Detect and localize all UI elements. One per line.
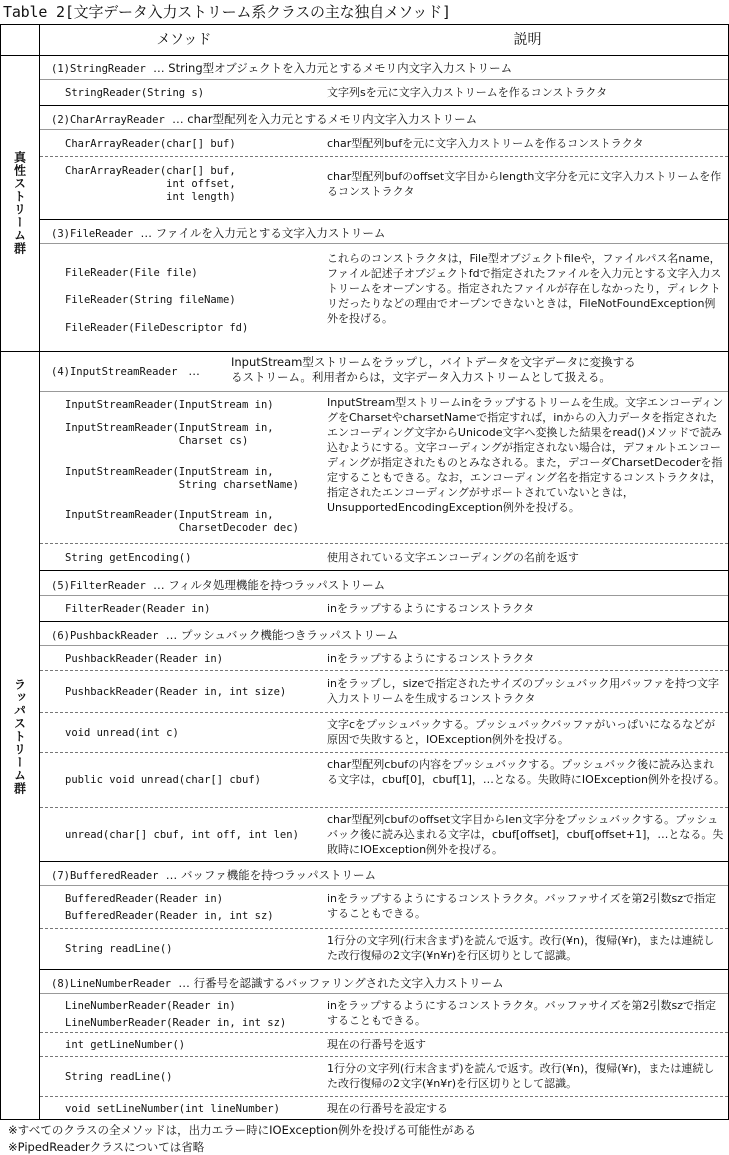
section-text: String型オブジェクトを入力元とするメモリ内文字入力ストリーム [168, 61, 513, 75]
header-description: 説明 [513, 32, 542, 48]
method-table [0, 24, 729, 1120]
method-description: char型配列cbufのoffset文字目からlen文字分をプッシュバックする。プッシュバック後に読み込まれる文字は，cbuf[offset]，cbuf[offset+1]，…となる。失敗時にIOException例外を投げる。 [327, 813, 724, 856]
method-description: 現在の行番号を設定する [327, 1102, 448, 1115]
table-row [40, 752, 728, 808]
section-linenumber-reader [40, 969, 728, 994]
section-name: (2)CharArrayReader [51, 114, 165, 126]
section-name: (6)PushbackReader [51, 630, 159, 642]
method-signature: int getLineNumber() [65, 1039, 186, 1051]
group-label-true-streams: 真性ストリーム群 [12, 151, 27, 255]
table-header [1, 25, 728, 56]
table-row [40, 928, 728, 970]
table-row [40, 595, 728, 622]
method-signature: InputStreamReader(InputStream in, Charset cs) [65, 422, 274, 447]
section-name: (1)StringReader [51, 63, 146, 75]
section-name: (8)LineNumberReader [51, 978, 172, 990]
footnote-exceptions: ※すべてのクラスの全メソッドは，出力エラー時にIOException例外を投げる可能性がある [8, 1123, 477, 1137]
method-signature: void setLineNumber(int lineNumber) [65, 1103, 280, 1115]
section-sep: … [153, 61, 165, 75]
method-signature: InputStreamReader(InputStream in) [65, 399, 274, 411]
method-description: InputStream型ストリームinをラップするトリームを生成。文字エンコーディングをCharsetやcharsetNameで指定すれば，inからの入力データを指定されたエンコーディング文字からUnicode文字へ変換した結果をread()メソッドで読み込むようにする。文字コーディングが指定されない場合は，デフォルトエンコーディングが指定されたものとみなされる。また，デコーダCharsetDecoderを指定することもできる。なお，エンコーディング名を指定するコンストラクタは，指定されたエンコーディングがサポートされていないときは，UnsupportedEncodingException例外を投げる。 [327, 396, 724, 514]
method-signature: CharArrayReader(char[] buf, int offset, int length) [65, 165, 236, 203]
method-signature: PushbackReader(Reader in, int size) [65, 686, 287, 698]
table-row [40, 670, 728, 713]
method-signature: FileReader(File file) [65, 267, 198, 279]
method-description: inをラップするようにするコンストラクタ [327, 602, 535, 615]
table-row [40, 156, 728, 220]
section-text: char型配列を入力元とするメモリ内文字入力ストリーム [187, 112, 478, 126]
section-chararray-reader [40, 105, 728, 130]
method-signature: String readLine() [65, 943, 173, 955]
section-text: プッシュバック機能つきラッパストリーム [180, 628, 399, 642]
table-row [40, 243, 728, 352]
method-description: 1行分の文字列(行末含まず)を読んで返す。改行(¥n)，復帰(¥r)，または連続した改行復帰の2文字(¥n¥r)を行区切りとして認識。 [327, 1062, 715, 1090]
method-description: 文字cをプッシュバックする。プッシュバックバッファがいっぱいになるなどが原因で失敗すると，IOException例外を投げる。 [327, 718, 716, 746]
table-row [40, 712, 728, 753]
section-buffered-reader [40, 861, 728, 886]
section-name: (7)BufferedReader [51, 870, 159, 882]
method-description: char型配列bufを元に文字入力ストリームを作るコンストラクタ [327, 137, 644, 150]
method-signature: InputStreamReader(InputStream in, String charsetName) [65, 466, 299, 491]
table-row [40, 1056, 728, 1097]
table-row [40, 993, 728, 1033]
method-description: inをラップするようにするコンストラクタ [327, 652, 535, 665]
section-pushback-reader [40, 621, 728, 646]
method-description: inをラップし，sizeで指定されたサイズのプッシュバック用バッファを持つ文字入力ストリームを生成するコンストラクタ [327, 677, 720, 705]
table-row [40, 885, 728, 929]
method-description: 文字列sを元に文字入力ストリームを作るコンストラクタ [327, 86, 608, 99]
method-description: inをラップするようにするコンストラクタ。バッファサイズを第2引数szで指定することもできる。 [327, 999, 716, 1027]
method-signature: StringReader(String s) [65, 87, 205, 99]
section-name: (3)FileReader [51, 228, 134, 240]
header-method: メソッド [156, 32, 212, 48]
method-description: char型配列cbufの内容をプッシュバックする。プッシュバック後に読み込まれる文字は，cbuf[0]，cbuf[1]，…となる。失敗時にIOException例外を投げる。 [327, 758, 725, 786]
method-signature: BufferedReader(Reader in) BufferedReader(Reader in, int sz) [65, 893, 274, 922]
section-sep: … [165, 628, 178, 642]
section-text: ファイルを入力元とする文字入力ストリーム [155, 226, 386, 240]
method-description: char型配列bufのoffset文字目からlength文字分を元に文字入力ストリームを作るコンストラクタ [327, 170, 722, 198]
table-row [40, 79, 728, 106]
section-text: フィルタ処理機能を持つラッパストリーム [168, 578, 386, 592]
section-text: 行番号を認識するバッファリングされた文字入力ストリーム [193, 976, 504, 990]
group-label-wrapper-streams: ラッパストリーム群 [12, 677, 27, 795]
table-row [40, 1096, 728, 1121]
section-file-reader [40, 219, 728, 244]
table-row [40, 391, 728, 544]
method-signature: PushbackReader(Reader in) [65, 653, 224, 665]
method-signature: unread(char[] cbuf, int off, int len) [65, 829, 299, 841]
method-signature: public void unread(char[] cbuf) [65, 774, 261, 786]
method-signature: String getEncoding() [65, 552, 192, 564]
table-caption: Table 2[文字データ入力ストリーム系クラスの主な独自メソッド] [3, 3, 451, 21]
section-sep: … [188, 364, 200, 378]
method-description: 使用されている文字エンコーディングの名前を返す [327, 551, 579, 564]
section-sep: … [153, 578, 165, 592]
method-signature: FileReader(String fileName) [65, 294, 236, 306]
section-name: (5)FilterReader [51, 580, 146, 592]
section-text-line2: るストリーム。利用者からは，文字データ入力ストリームとして扱える。 [231, 370, 611, 384]
method-signature: String readLine() [65, 1071, 173, 1083]
section-sep: … [140, 226, 152, 240]
section-inputstream-reader [40, 352, 728, 391]
footnote-pipedreader: ※PipedReaderクラスについては省略 [8, 1140, 205, 1154]
method-description: 1行分の文字列(行末含まず)を読んで返す。改行(¥n)，復帰(¥r)，または連続した改行復帰の2文字(¥n¥r)を行区切りとして認識。 [327, 934, 715, 962]
method-signature: CharArrayReader(char[] buf) [65, 138, 236, 150]
section-sep: … [172, 112, 184, 126]
section-name: (4)InputStreamReader [51, 366, 178, 378]
section-text: InputStream型ストリームをラップし，バイトデータを文字データに変換する [231, 355, 636, 369]
section-text: バッファ機能を持つラッパストリーム [180, 868, 376, 882]
method-description: これらのコンストラクタは，File型オブジェクトfileや，ファイルパス名name，ファイル記述子オブジェクトfdで指定されたファイルを入力元とする文字入力ストリームをオープンする。指定されたファイルが存在しなかったり，ディレクトリだったりなどの理由でオープンできないときは，FileNotFoundException例外を投げる。 [327, 252, 722, 325]
method-signature: FilterReader(Reader in) [65, 603, 211, 615]
section-sep: … [165, 868, 178, 882]
method-signature: InputStreamReader(InputStream in, CharsetDecoder dec) [65, 509, 299, 534]
table-row [40, 807, 728, 862]
section-filter-reader [40, 570, 728, 596]
section-string-reader [40, 55, 728, 79]
method-signature: FileReader(FileDescriptor fd) [65, 322, 249, 334]
method-signature: void unread(int c) [65, 727, 179, 739]
method-signature: LineNumberReader(Reader in) LineNumberReader(Reader in, int sz) [65, 1000, 287, 1029]
table-row [40, 543, 728, 571]
method-description: 現在の行番号を返す [327, 1038, 426, 1051]
method-description: inをラップするようにするコンストラクタ。バッファサイズを第2引数szで指定することもできる。 [327, 892, 716, 920]
table-row [40, 1032, 728, 1057]
table-row [40, 645, 728, 671]
table-row [40, 129, 728, 157]
section-sep: … [178, 976, 190, 990]
